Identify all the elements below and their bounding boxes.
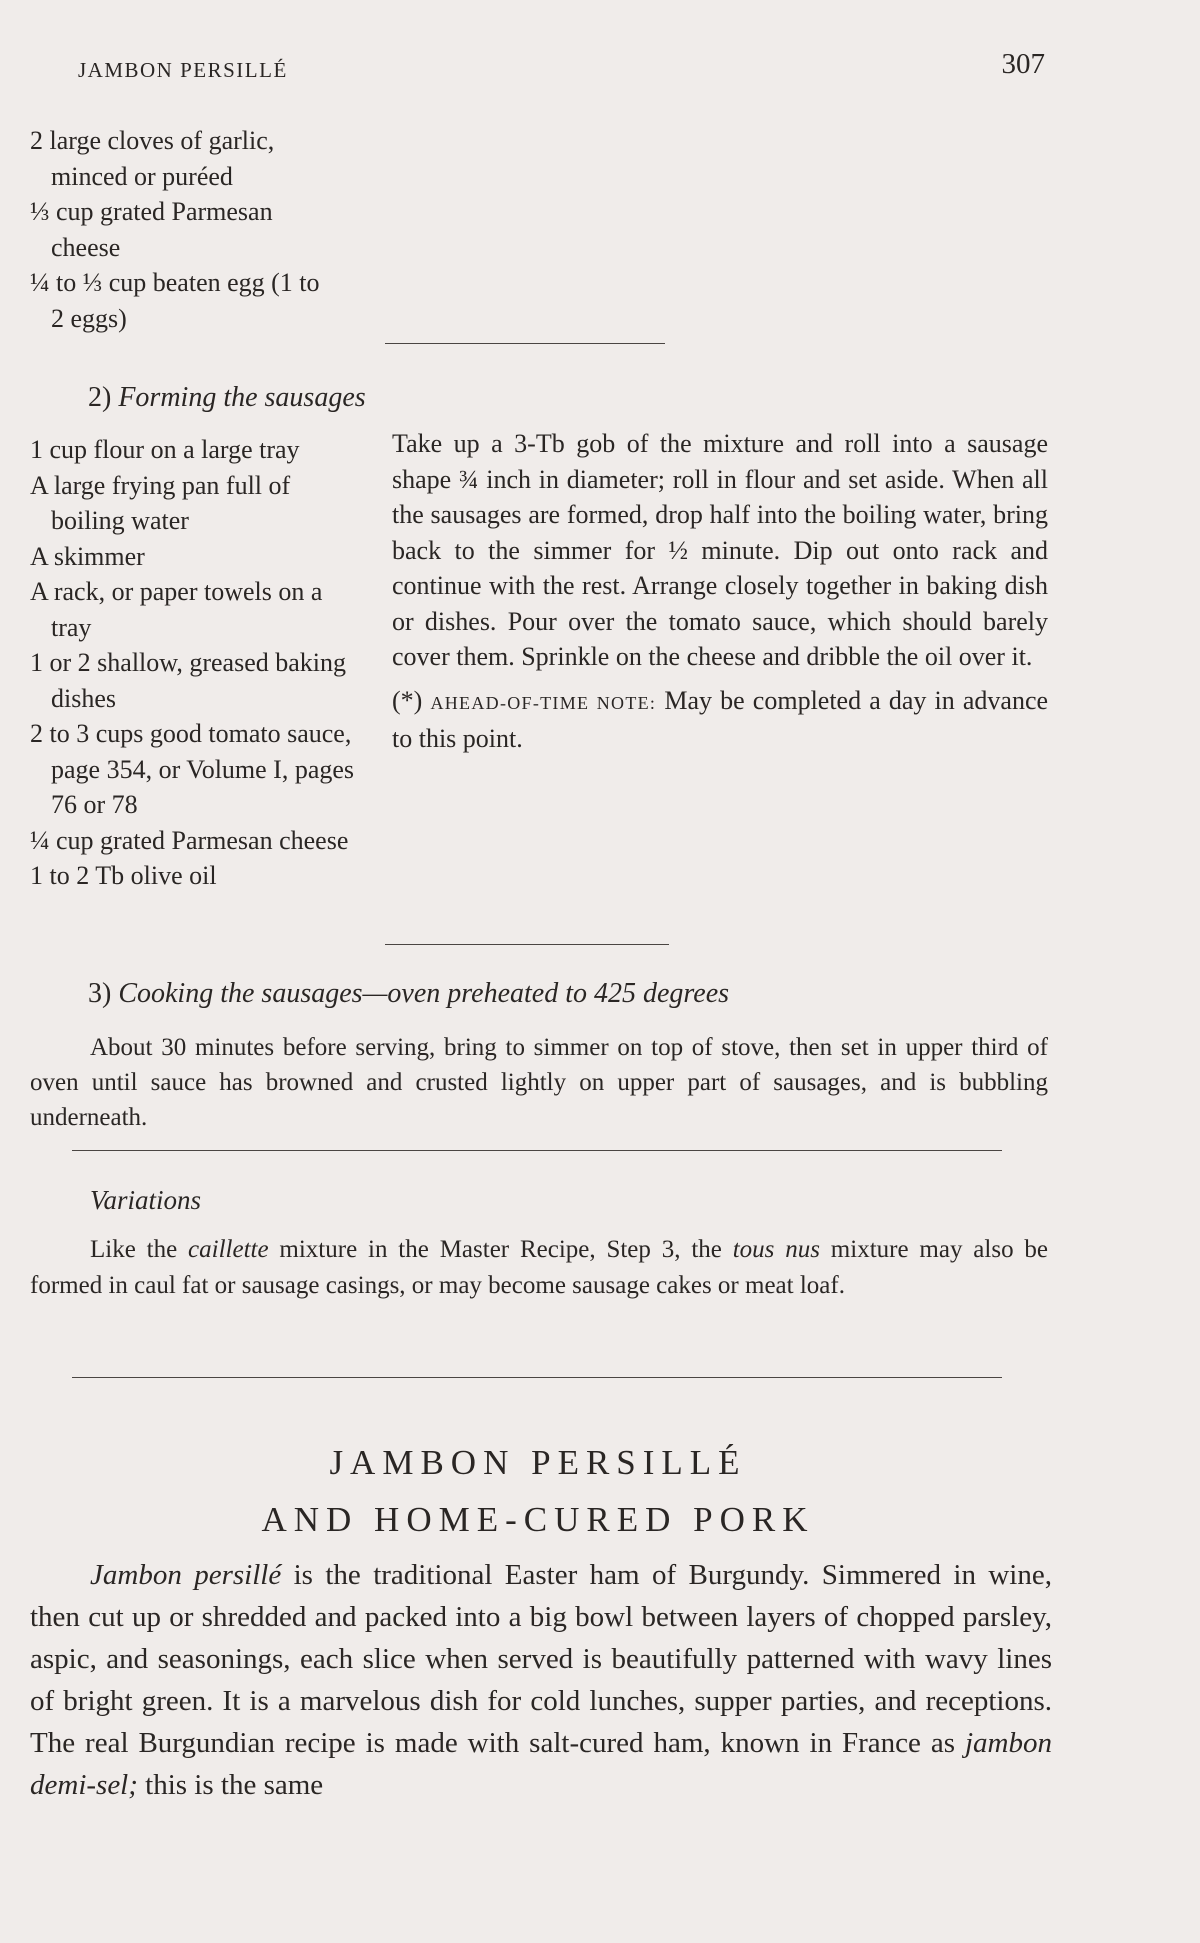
- ingredient-item: ¼ cup grated Parmesan cheese: [30, 825, 349, 855]
- ingredient-item: 1 or 2 shallow, greased baking dishes: [30, 648, 347, 713]
- divider: [385, 343, 665, 344]
- step-3-heading: [88, 978, 729, 1010]
- section-divider: [72, 1377, 1002, 1378]
- page-number: 307: [1001, 48, 1045, 80]
- cooking-instructions: About 30 minutes before serving, bring to simmer on top of stove, then set in upper third of oven until sauce has browned and crusted lightly on upper part of sausages, and is bubbling underneath.: [30, 1034, 1048, 1131]
- note-marker: (*): [392, 685, 423, 715]
- step-2-heading: [88, 382, 366, 414]
- ingredient-list-forming: [30, 432, 360, 894]
- ingredient-item: A large frying pan full of boiling water: [30, 470, 291, 535]
- running-head: JAMBON PERSILLÉ: [78, 58, 288, 82]
- step-number: 3): [88, 978, 112, 1009]
- intro-paragraph: Jambon persillé is the traditional Easter ham of Burgundy. Simmered in wine, then cut up or shredded and packed into a big bowl between layers of chopped parsley, aspic, and seasonings, each slice when served is beautifully patterned with wavy lines of bright green. It is a marvelous dish for cold lunches, supper parties, and receptions. The real Burgundian recipe is made with salt-cured ham, known in France as jambon demi-sel; this is the same: [30, 1559, 1052, 1801]
- step-title: Cooking the sausages—oven preheated to 425 degrees: [118, 978, 730, 1009]
- italic-term: caillette: [188, 1236, 269, 1263]
- ingredient-item: ⅓ cup grated Parmesan cheese: [30, 197, 273, 262]
- ingredient-item: 2 to 3 cups good tomato sauce, page 354, or Volume I, pages 76 or 78: [30, 719, 355, 819]
- divider: [385, 944, 669, 945]
- section-divider: [72, 1150, 1002, 1151]
- ingredient-item: 1 to 2 Tb olive oil: [30, 861, 217, 890]
- instruction-paragraph: Take up a 3-Tb gob of the mixture and roll into a sausage shape ¾ inch in diameter; roll in flour and set aside. When all the sausages are formed, drop half into the boiling water, bring back to the simmer for ½ minute. Dip out onto rack and continue with the rest. Arrange closely together in baking dish or dishes. Pour over the tomato sauce, which should barely cover them. Sprinkle on the cheese and dribble the oil over it.: [392, 429, 1048, 671]
- step-number: 2): [88, 382, 112, 413]
- ahead-of-time-note: [392, 683, 1048, 757]
- note-label: AHEAD-OF-TIME NOTE:: [430, 692, 657, 713]
- italic-term: jambon demi-sel;: [30, 1727, 1052, 1801]
- step-title: Forming the sausages: [118, 382, 366, 413]
- variations-heading: Variations: [90, 1185, 202, 1215]
- forming-instructions: [392, 426, 1048, 757]
- note-text: May be completed a day in advance to this point.: [392, 685, 1049, 753]
- italic-term: tous nus: [732, 1236, 820, 1263]
- ingredient-list-top: [30, 123, 330, 336]
- section-title: JAMBON PERSILLÉ: [329, 1443, 747, 1482]
- italic-term: Jambon persillé: [90, 1559, 282, 1591]
- section-subtitle: AND HOME-CURED PORK: [261, 1500, 815, 1539]
- page-header: [78, 48, 1045, 88]
- ingredient-item: A skimmer: [30, 541, 145, 571]
- ingredient-item: A rack, or paper towels on a tray: [30, 577, 323, 642]
- ingredient-item: ¼ to ⅓ cup beaten egg (1 to 2 eggs): [30, 268, 320, 333]
- variations-paragraph: Like the caillette mixture in the Master Recipe, Step 3, the tous nus mixture may also be formed in caul fat or sausage casings, or may become sausage cakes or meat loaf.: [30, 1236, 1048, 1299]
- ingredient-item: 2 large cloves of garlic, minced or puréed: [30, 126, 275, 191]
- ingredient-item: 1 cup flour on a large tray: [30, 435, 300, 464]
